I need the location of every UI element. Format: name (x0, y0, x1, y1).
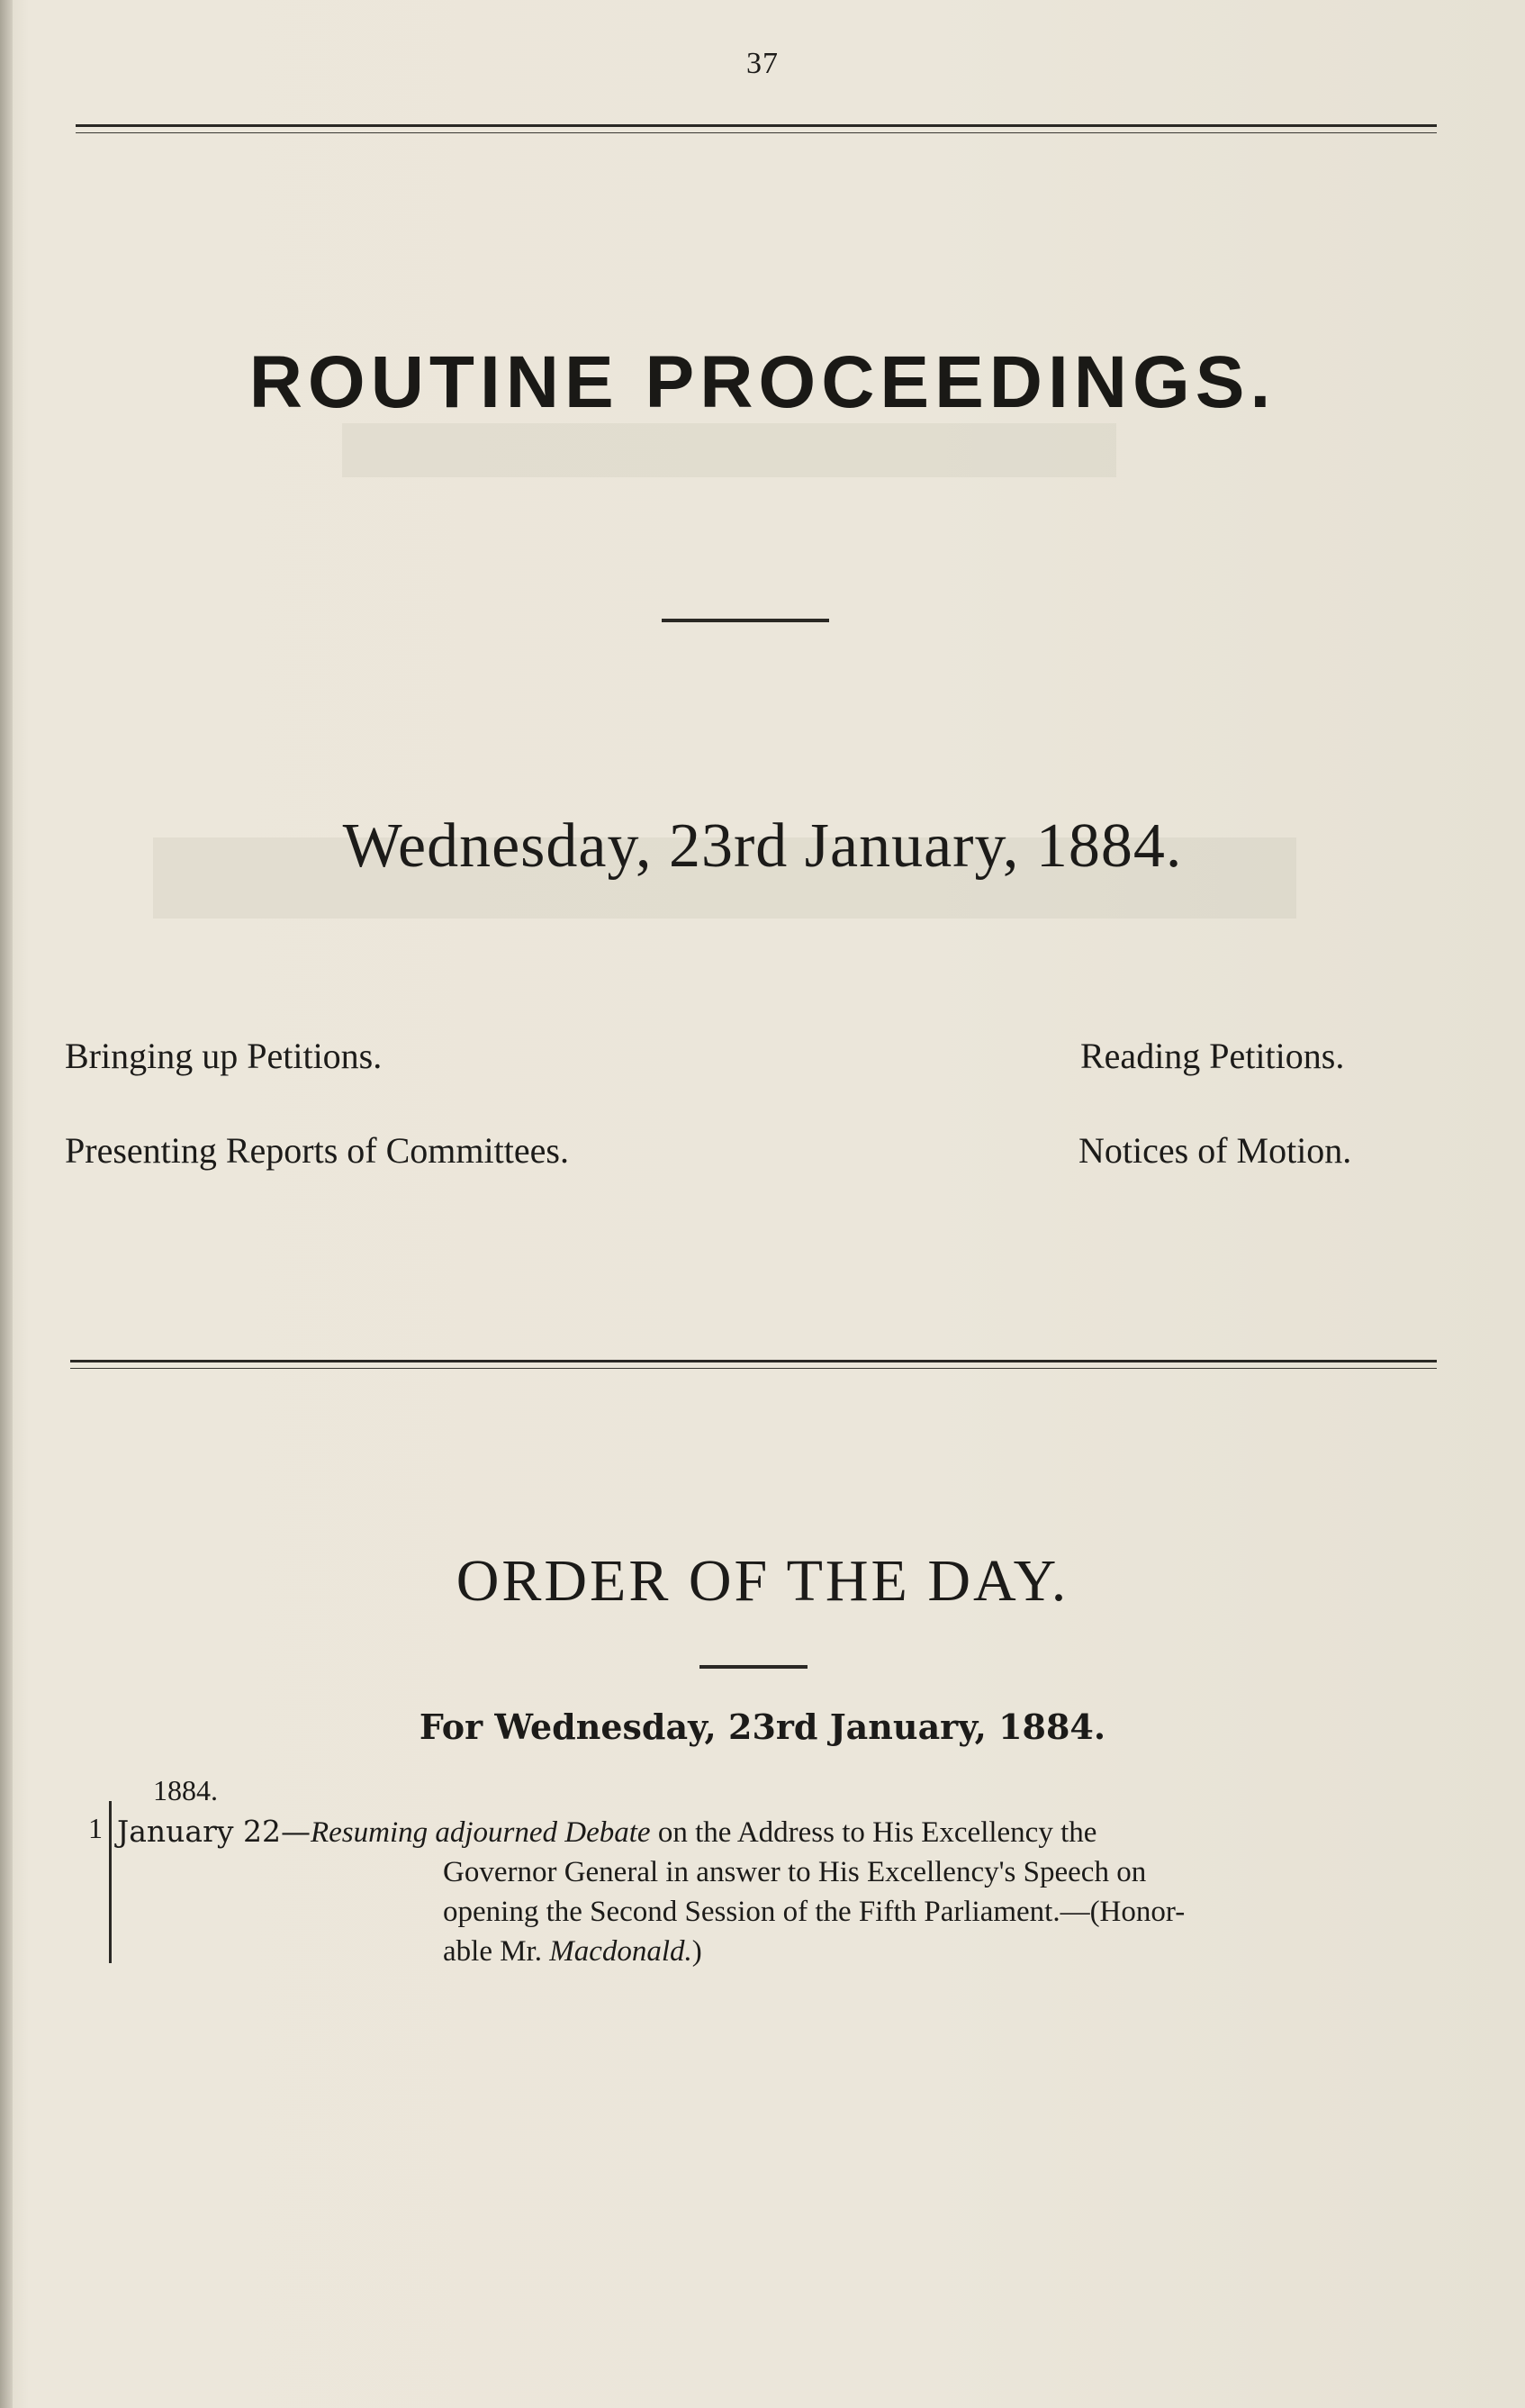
order-entry-mover: Macdonald. (549, 1935, 692, 1968)
middle-double-rule (70, 1360, 1437, 1369)
order-of-the-day-heading: ORDER OF THE DAY. (456, 1548, 1069, 1614)
order-entry-text-4-prefix: able Mr. (443, 1935, 550, 1968)
routine-proceedings-heading: ROUTINE PROCEEDINGS. (248, 341, 1277, 423)
bleed-through-mark (342, 423, 1116, 477)
order-entry-line-4 (117, 1932, 1449, 1971)
order-divider-rule (699, 1665, 808, 1669)
order-margin-bar (109, 1801, 112, 1963)
order-for-date: For Wednesday, 23rd January, 1884. (419, 1706, 1106, 1747)
order-entry-date: January 22— (117, 1814, 311, 1849)
routine-item-presenting-reports: Presenting Reports of Committees. (65, 1130, 569, 1171)
routine-date: Wednesday, 23rd January, 1884. (342, 811, 1183, 881)
section-divider-rule (662, 619, 829, 622)
order-entry-text-4-suffix: ) (691, 1935, 702, 1968)
order-entry-text-1: on the Address to His Excellency the (650, 1816, 1097, 1849)
order-entry-line-1 (117, 1812, 1449, 1852)
routine-item-reading-petitions: Reading Petitions. (1080, 1036, 1345, 1076)
order-year: 1884. (153, 1774, 218, 1806)
order-entry-italic-lead: Resuming adjourned Debate (310, 1816, 651, 1849)
order-entry-line-3: opening the Second Session of the Fifth Parliament.—(Honor- (443, 1896, 1186, 1928)
page-number: 37 (746, 47, 779, 80)
routine-item-notices-of-motion: Notices of Motion. (1078, 1130, 1352, 1171)
routine-item-bringing-up-petitions: Bringing up Petitions. (65, 1036, 383, 1076)
top-double-rule (76, 124, 1437, 133)
order-item-number: 1 (88, 1812, 103, 1844)
order-entry (117, 1812, 1449, 1971)
order-entry-line-2: Governor General in answer to His Excellency's Speech on (443, 1856, 1147, 1888)
